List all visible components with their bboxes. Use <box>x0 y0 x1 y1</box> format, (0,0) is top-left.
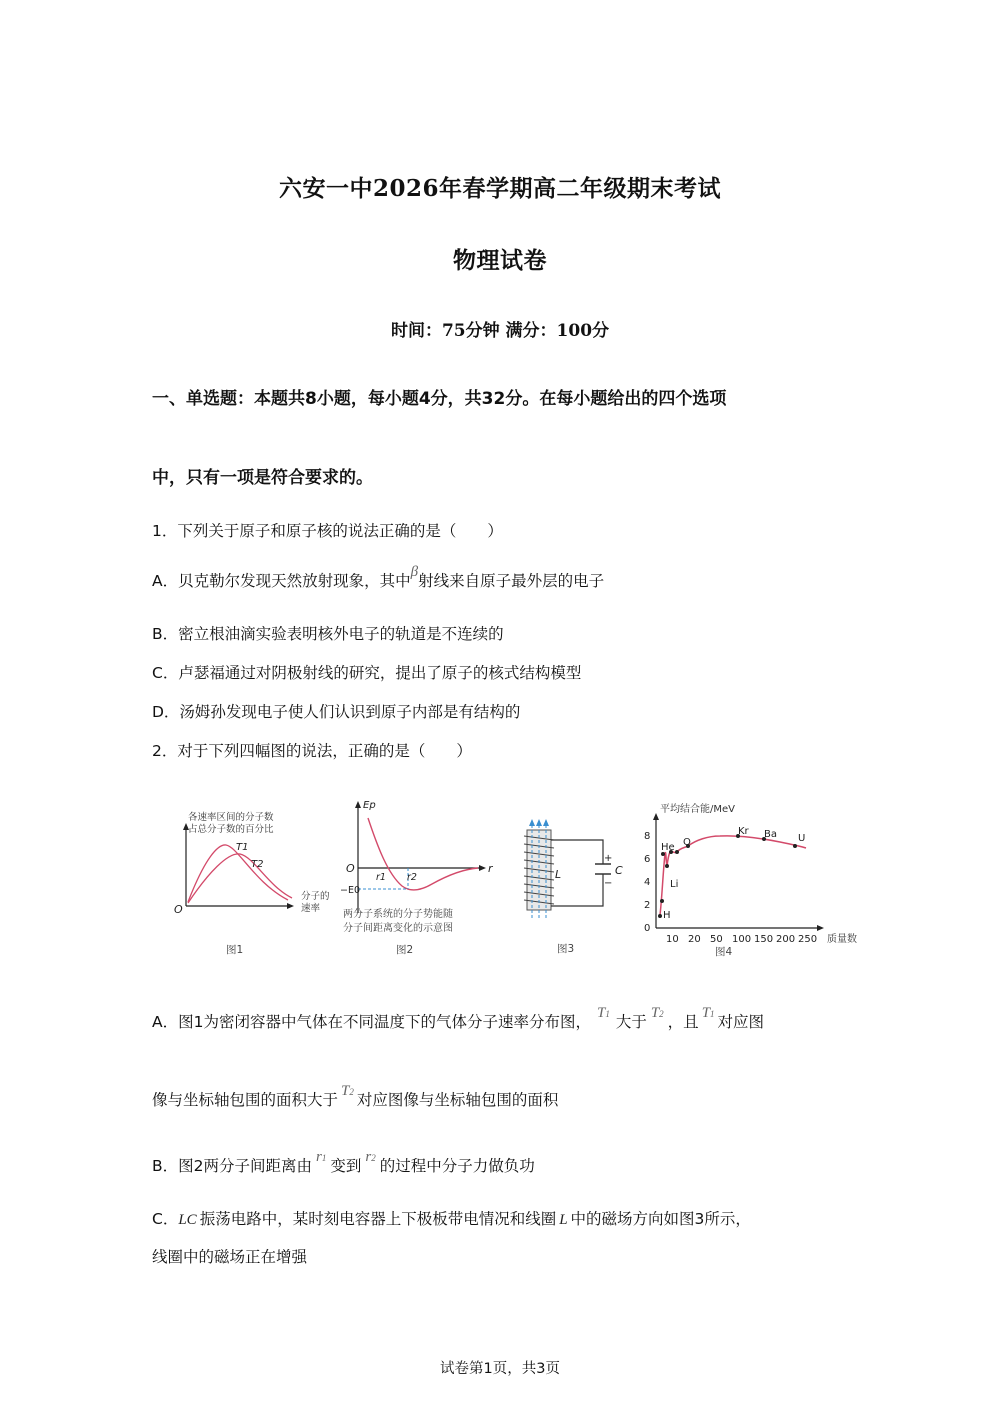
fig3-coil-label: L <box>555 868 562 881</box>
cap-plus: + <box>604 853 613 864</box>
figure-4 <box>644 802 857 958</box>
q2-c-text-3: 中的磁场方向如图3所示， <box>570 1210 751 1228</box>
fig4-x-tick-50: 50 <box>710 934 723 945</box>
q2-b-text-1: B．图2两分子间距离由 <box>152 1157 312 1175</box>
section-heading-line2: 中，只有一项是符合要求的。 <box>152 468 373 488</box>
t1-symbol: T1 <box>596 1005 610 1021</box>
figure-1 <box>174 811 330 956</box>
fig4-x-tick-200: 200 <box>776 934 796 945</box>
q2-a-text-1: A．图1为密闭容器中气体在不同温度下的气体分子速率分布图， <box>152 1013 591 1031</box>
q2-stem: 2．对于下列四幅图的说法，正确的是（ ） <box>152 742 472 760</box>
fig4-ylabel: 平均结合能/MeV <box>660 804 735 815</box>
fig1-ylabel-1: 各速率区间的分子数 <box>188 812 274 823</box>
fig3-cap-label: C <box>615 864 623 877</box>
q2-option-c-line2: 线圈中的磁场正在增强 <box>152 1248 308 1266</box>
fig4-caption: 图4 <box>715 946 733 958</box>
fig2-r1: r1 <box>376 872 386 883</box>
q1-a-text-2: 射线来自原子最外层的电子 <box>418 572 605 590</box>
fig1-xlabel-1: 分子的 <box>301 891 330 902</box>
fig4-x-tick-250: 250 <box>798 934 818 945</box>
fig4-y-tick-2: 2 <box>644 900 651 911</box>
cap-minus: − <box>604 878 613 889</box>
binding-energy-curve <box>660 836 806 915</box>
l-symbol: L <box>559 1212 568 1228</box>
nuclide-he: He <box>661 842 675 853</box>
fig3-caption: 图3 <box>557 943 575 955</box>
q1-option-c: C．卢瑟福通过对阴极射线的研究，提出了原子的核式结构模型 <box>152 664 582 682</box>
nuclide-ba: Ba <box>764 829 777 840</box>
fig4-y-ticks <box>644 831 650 934</box>
q2-a-text-4: 对应图 <box>717 1013 765 1031</box>
q2-c-text-1: C． <box>152 1210 179 1228</box>
q2-option-b <box>152 1149 535 1176</box>
figure-2 <box>340 800 494 956</box>
fig2-xlabel: r <box>488 862 493 875</box>
time-info: 时间：75分钟 满分：100分 <box>390 321 610 341</box>
fig1-ylabel-2: 占总分子数的百分比 <box>188 824 274 835</box>
q1-a-text-1: A．贝克勒尔发现天然放射现象，其中 <box>152 572 411 590</box>
q1-option-d: D．汤姆孙发现电子使人们认识到原子内部是有结构的 <box>152 703 521 721</box>
q2-option-a-line2 <box>152 1083 559 1110</box>
exam-subtitle: 物理试卷 <box>453 247 547 274</box>
fig2-r2: r2 <box>407 872 417 883</box>
q2-a-text-5: 像与坐标轴包围的面积大于 <box>152 1091 339 1109</box>
q1-stem: 1．下列关于原子和原子核的说法正确的是（ ） <box>152 522 503 540</box>
nuclide-kr: Kr <box>738 826 749 837</box>
curve-t2 <box>188 854 292 903</box>
fig1-caption: 图1 <box>226 944 244 956</box>
nuclide-h: H <box>663 910 671 921</box>
exam-title: 六安一中2026年春学期高二年级期末考试 <box>278 175 721 202</box>
nuclide-o: O <box>683 837 691 848</box>
q2-option-a-line1 <box>152 1005 765 1032</box>
beta-symbol: β <box>410 564 419 580</box>
page-footer: 试卷第1页，共3页 <box>440 1361 560 1377</box>
fig1-t2-label: T2 <box>251 859 264 870</box>
fig2-desc-2: 分子间距离变化的示意图 <box>343 923 453 934</box>
fig4-xlabel: 质量数 <box>827 934 857 945</box>
fig2-caption: 图2 <box>396 944 414 956</box>
t2-symbol-2: T2 <box>341 1083 354 1099</box>
lc-symbol: LC <box>178 1212 197 1228</box>
fig4-y-tick-6: 6 <box>644 854 651 865</box>
q2-figures <box>160 788 870 968</box>
q2-c-text-2: 振荡电路中，某时刻电容器上下极板带电情况和线圈 <box>199 1210 557 1228</box>
nuclide-li: Li <box>670 879 679 890</box>
fig2-ylabel: Ep <box>363 800 376 811</box>
q2-a-text-6: 对应图像与坐标轴包围的面积 <box>356 1091 559 1109</box>
fig1-t1-label: T1 <box>236 842 249 853</box>
fig2-e0: −E0 <box>340 885 361 896</box>
r2-symbol: r2 <box>365 1149 376 1165</box>
r1-symbol: r1 <box>316 1149 327 1165</box>
fig1-xlabel-2: 速率 <box>301 903 321 914</box>
t1-symbol-2: T1 <box>701 1005 715 1021</box>
q2-a-text-3: ，且 <box>667 1013 699 1031</box>
fig4-x-tick-10: 10 <box>666 934 679 945</box>
fig4-x-ticks <box>666 934 817 945</box>
fig4-x-tick-150: 150 <box>754 934 774 945</box>
figure-3 <box>524 819 623 955</box>
q1-option-a <box>152 564 605 591</box>
fig4-x-tick-100: 100 <box>732 934 752 945</box>
t2-symbol: T2 <box>650 1005 664 1021</box>
q2-a-text-2: 大于 <box>615 1013 647 1031</box>
fig4-y-tick-8: 8 <box>644 831 651 842</box>
q2-option-c-line1 <box>152 1207 751 1229</box>
fig2-origin: O <box>346 862 355 875</box>
q2-b-text-2: 变到 <box>330 1157 362 1175</box>
q1-option-b: B．密立根油滴实验表明核外电子的轨道是不连续的 <box>152 625 504 643</box>
fig1-origin: O <box>174 903 183 916</box>
fig4-y-tick-4: 4 <box>644 877 651 888</box>
fig2-desc-1: 两分子系统的分子势能随 <box>343 909 453 920</box>
q2-b-text-3: 的过程中分子力做负功 <box>379 1157 535 1175</box>
fig4-x-tick-20: 20 <box>688 934 701 945</box>
nuclide-u: U <box>798 833 806 844</box>
section-heading-line1: 一、单选题：本题共8小题，每小题4分，共32分。在每小题给出的四个选项 <box>152 389 727 409</box>
fig4-y-tick-0: 0 <box>644 923 651 934</box>
